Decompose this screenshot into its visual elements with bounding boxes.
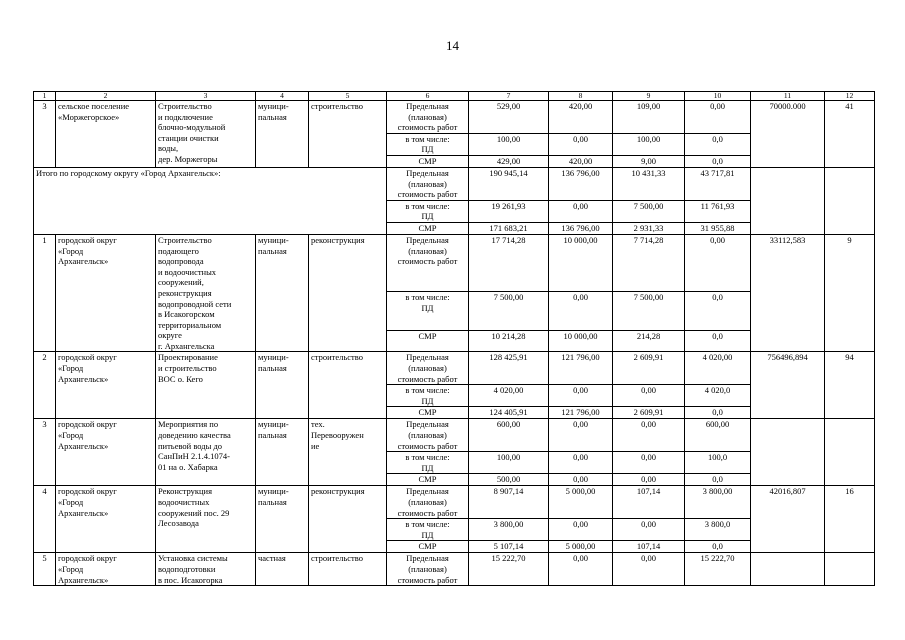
work-type: строительство (309, 101, 387, 168)
column-number: 9 (613, 92, 685, 101)
limit-cost-value: 0,00 (613, 553, 685, 586)
limit-cost-value: 600,00 (469, 419, 549, 452)
limit-cost-value: 4 020,00 (685, 352, 751, 385)
municipality: сельское поселение «Моржегорское» (56, 101, 156, 168)
limit-cost-value: 3 800,00 (685, 486, 751, 519)
column-number: 11 (751, 92, 825, 101)
table-row (34, 234, 875, 292)
count-value (825, 553, 875, 586)
limit-cost-value: 128 425,91 (469, 352, 549, 385)
capacity-value: 756496,894 (751, 352, 825, 419)
limit-cost-value: 529,00 (469, 101, 549, 134)
work-type: тех. Перевооружен ие (309, 419, 387, 486)
design-docs-value: 100,00 (469, 133, 549, 155)
table-row (34, 553, 875, 586)
row-number: 3 (34, 419, 56, 486)
row-number: 4 (34, 486, 56, 553)
table-row (34, 486, 875, 519)
construction-works-value: 214,28 (613, 331, 685, 352)
limit-cost-value: 190 945,14 (469, 167, 549, 200)
limit-cost-value: 43 717,81 (685, 167, 751, 200)
construction-works-value: 0,0 (685, 155, 751, 167)
limit-cost-value: 10 000,00 (549, 234, 613, 292)
design-docs-value: 3 800,0 (685, 519, 751, 541)
object-name: Установка системы водоподготовки в пос. Исакогорка (156, 553, 256, 586)
construction-works-value: 420,00 (549, 155, 613, 167)
limit-cost-value: 17 714,28 (469, 234, 549, 292)
column-number: 5 (309, 92, 387, 101)
column-number: 3 (156, 92, 256, 101)
capacity-value: 70000.000 (751, 101, 825, 168)
design-docs-label: в том числе: ПД (387, 292, 469, 331)
construction-works-value: 0,0 (685, 407, 751, 419)
design-docs-value: 0,0 (685, 292, 751, 331)
column-number: 10 (685, 92, 751, 101)
row-number: 5 (34, 553, 56, 586)
design-docs-label: в том числе: ПД (387, 200, 469, 222)
ownership: муници- пальная (256, 234, 309, 352)
ownership: частная (256, 553, 309, 586)
design-docs-label: в том числе: ПД (387, 133, 469, 155)
limit-cost-value: 0,00 (685, 234, 751, 292)
limit-cost-value: 10 431,33 (613, 167, 685, 200)
municipality: городской округ «Город Архангельск» (56, 553, 156, 586)
design-docs-value: 0,00 (549, 519, 613, 541)
capacity-value: 42016,807 (751, 486, 825, 553)
construction-works-value: 5 107,14 (469, 541, 549, 553)
design-docs-value: 7 500,00 (469, 292, 549, 331)
page-number: 14 (446, 38, 459, 53)
limit-cost-value: 15 222,70 (469, 553, 549, 586)
design-docs-value: 19 261,93 (469, 200, 549, 222)
design-docs-value: 11 761,93 (685, 200, 751, 222)
count-value: 9 (825, 234, 875, 352)
design-docs-label: в том числе: ПД (387, 452, 469, 474)
construction-works-value: 0,00 (549, 474, 613, 486)
design-docs-value: 0,00 (613, 385, 685, 407)
municipality: городской округ «Город Архангельск» (56, 234, 156, 352)
construction-works-value: 9,00 (613, 155, 685, 167)
construction-works-value: 0,0 (685, 331, 751, 352)
municipality: городской округ «Город Архангельск» (56, 419, 156, 486)
column-number: 12 (825, 92, 875, 101)
limit-cost-label: Предельная (плановая) стоимость работ (387, 486, 469, 519)
construction-works-value: 5 000,00 (549, 541, 613, 553)
limit-cost-value: 7 714,28 (613, 234, 685, 292)
object-name: Строительство подающего водопровода и водоочистных сооружений, реконструкция водопроводной сети в Исакогорском территориальном округе г. Архангельска (156, 234, 256, 352)
construction-works-value: 2 609,91 (613, 407, 685, 419)
limit-cost-value: 0,00 (549, 419, 613, 452)
row-number: 3 (34, 101, 56, 168)
design-docs-label: в том числе: ПД (387, 385, 469, 407)
table-row (34, 101, 875, 134)
ownership: муници- пальная (256, 486, 309, 553)
construction-works-value: 107,14 (613, 541, 685, 553)
column-number: 6 (387, 92, 469, 101)
limit-cost-label: Предельная (плановая) стоимость работ (387, 553, 469, 586)
design-docs-label: в том числе: ПД (387, 519, 469, 541)
design-docs-value: 7 500,00 (613, 200, 685, 222)
construction-works-value: 31 955,88 (685, 222, 751, 234)
capacity-value (751, 419, 825, 486)
limit-cost-value: 121 796,00 (549, 352, 613, 385)
ownership: муници- пальная (256, 101, 309, 168)
limit-cost-label: Предельная (плановая) стоимость работ (387, 167, 469, 200)
design-docs-value: 100,0 (685, 452, 751, 474)
capacity-value: 33112,583 (751, 234, 825, 352)
municipality: городской округ «Город Архангельск» (56, 352, 156, 419)
count-value: 94 (825, 352, 875, 419)
construction-works-label: СМР (387, 222, 469, 234)
construction-works-label: СМР (387, 474, 469, 486)
limit-cost-value: 0,00 (549, 553, 613, 586)
column-number: 7 (469, 92, 549, 101)
limit-cost-label: Предельная (плановая) стоимость работ (387, 101, 469, 134)
object-name: Строительство и подключение блочно-модульной станции очистки воды, дер. Моржегоры (156, 101, 256, 168)
investment-table (33, 91, 875, 586)
work-type: реконструкция (309, 234, 387, 352)
limit-cost-value: 420,00 (549, 101, 613, 134)
table-row (34, 167, 875, 200)
design-docs-value: 4 020,00 (469, 385, 549, 407)
table-row (34, 419, 875, 452)
column-number-row (34, 92, 875, 101)
design-docs-value: 100,00 (613, 133, 685, 155)
construction-works-value: 0,0 (685, 541, 751, 553)
design-docs-value: 0,00 (549, 200, 613, 222)
construction-works-value: 136 796,00 (549, 222, 613, 234)
construction-works-value: 0,0 (685, 474, 751, 486)
column-number: 4 (256, 92, 309, 101)
construction-works-label: СМР (387, 407, 469, 419)
capacity-value (751, 167, 825, 234)
construction-works-value: 429,00 (469, 155, 549, 167)
limit-cost-value: 600,00 (685, 419, 751, 452)
column-number: 1 (34, 92, 56, 101)
design-docs-value: 7 500,00 (613, 292, 685, 331)
count-value (825, 167, 875, 234)
work-type: строительство (309, 553, 387, 586)
count-value: 16 (825, 486, 875, 553)
limit-cost-value: 109,00 (613, 101, 685, 134)
limit-cost-label: Предельная (плановая) стоимость работ (387, 419, 469, 452)
object-name: Реконструкция водоочистных сооружений пос. 29 Лесозавода (156, 486, 256, 553)
capacity-value (751, 553, 825, 586)
limit-cost-value: 107,14 (613, 486, 685, 519)
total-label: Итого по городскому округу «Город Архангельск»: (34, 167, 387, 234)
object-name: Мероприятия по доведению качества питьевой воды до СанПиН 2.1.4.1074- 01 на о. Хабарка (156, 419, 256, 486)
construction-works-label: СМР (387, 331, 469, 352)
ownership: муници- пальная (256, 419, 309, 486)
work-type: строительство (309, 352, 387, 419)
work-type: реконструкция (309, 486, 387, 553)
table-row (34, 352, 875, 385)
limit-cost-value: 0,00 (685, 101, 751, 134)
count-value: 41 (825, 101, 875, 168)
construction-works-value: 124 405,91 (469, 407, 549, 419)
design-docs-value: 0,0 (685, 133, 751, 155)
limit-cost-value: 15 222,70 (685, 553, 751, 586)
design-docs-value: 0,00 (613, 519, 685, 541)
limit-cost-label: Предельная (плановая) стоимость работ (387, 234, 469, 292)
limit-cost-value: 5 000,00 (549, 486, 613, 519)
construction-works-value: 2 931,33 (613, 222, 685, 234)
municipality: городской округ «Город Архангельск» (56, 486, 156, 553)
construction-works-value: 10 000,00 (549, 331, 613, 352)
design-docs-value: 0,00 (613, 452, 685, 474)
limit-cost-value: 2 609,91 (613, 352, 685, 385)
row-number: 2 (34, 352, 56, 419)
ownership: муници- пальная (256, 352, 309, 419)
design-docs-value: 0,00 (549, 385, 613, 407)
construction-works-label: СМР (387, 155, 469, 167)
construction-works-value: 121 796,00 (549, 407, 613, 419)
limit-cost-value: 136 796,00 (549, 167, 613, 200)
design-docs-value: 100,00 (469, 452, 549, 474)
object-name: Проектирование и строительство ВОС о. Кего (156, 352, 256, 419)
construction-works-value: 500,00 (469, 474, 549, 486)
column-number: 8 (549, 92, 613, 101)
limit-cost-value: 0,00 (613, 419, 685, 452)
design-docs-value: 4 020,0 (685, 385, 751, 407)
design-docs-value: 0,00 (549, 452, 613, 474)
construction-works-value: 10 214,28 (469, 331, 549, 352)
design-docs-value: 0,00 (549, 292, 613, 331)
design-docs-value: 0,00 (549, 133, 613, 155)
design-docs-value: 3 800,00 (469, 519, 549, 541)
construction-works-label: СМР (387, 541, 469, 553)
limit-cost-value: 8 907,14 (469, 486, 549, 519)
row-number: 1 (34, 234, 56, 352)
count-value (825, 419, 875, 486)
column-number: 2 (56, 92, 156, 101)
limit-cost-label: Предельная (плановая) стоимость работ (387, 352, 469, 385)
construction-works-value: 0,00 (613, 474, 685, 486)
construction-works-value: 171 683,21 (469, 222, 549, 234)
